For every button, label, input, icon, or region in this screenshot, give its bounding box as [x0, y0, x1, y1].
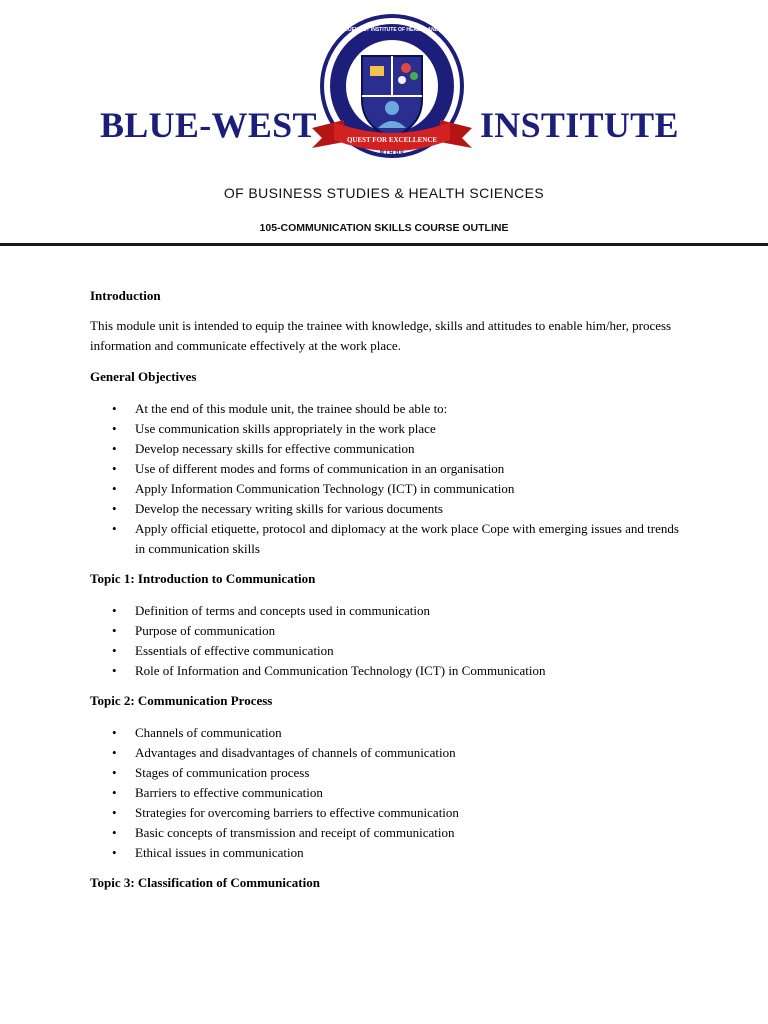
topic-2-list: [90, 723, 690, 863]
section-heading-general-objectives: General Objectives: [90, 369, 197, 384]
section-heading-introduction: Introduction: [90, 288, 161, 303]
list-item: • Develop the necessary writing skills for various documents: [90, 499, 690, 519]
list-item: • Develop necessary skills for effective communication: [90, 439, 690, 459]
document-body: [90, 286, 690, 893]
logo-initials: B.I.H.P.S: [379, 151, 405, 157]
introduction-paragraph: This module unit is intended to equip the trainee with knowledge, skills and attitudes to enable him/her, process information and communicate effectively at the work place.: [90, 318, 672, 353]
institute-subtitle: OF BUSINESS STUDIES & HEALTH SCIENCES: [223, 185, 545, 201]
course-title: 105-COMMUNICATION SKILLS COURSE OUTLINE: [259, 222, 509, 234]
list-item: • At the end of this module unit, the trainee should be able to:: [90, 399, 690, 419]
list-item: • Use communication skills appropriately in the work place: [90, 419, 690, 439]
section-heading-topic-2: Topic 2: Communication Process: [90, 693, 273, 708]
general-objectives-list: [90, 399, 690, 559]
header-divider: [0, 243, 768, 246]
list-item: • Essentials of effective communication: [90, 641, 690, 661]
section-heading-topic-1: Topic 1: Introduction to Communication: [90, 571, 316, 586]
list-item: • Role of Information and Communication Technology (ICT) in Communication: [90, 661, 690, 681]
topic-1-list: [90, 601, 690, 681]
list-item: • Apply official etiquette, protocol and diplomacy at the work place Cope with emerging issues and trends in communication skills: [90, 519, 690, 559]
logo-motto: QUEST FOR EXCELLENCE: [346, 136, 438, 144]
list-item: • Advantages and disadvantages of channels of communication: [90, 743, 690, 763]
list-item: • Ethical issues in communication: [90, 843, 690, 863]
list-item: • Barriers to effective communication: [90, 783, 690, 803]
brand-name-left: BLUE-WEST: [100, 105, 317, 145]
document-header: [0, 0, 768, 248]
section-heading-topic-3: Topic 3: Classification of Communication: [90, 875, 320, 890]
list-item: • Stages of communication process: [90, 763, 690, 783]
list-item: • Basic concepts of transmission and receipt of communication: [90, 823, 690, 843]
list-item: • Apply Information Communication Technology (ICT) in communication: [90, 479, 690, 499]
brand-name-right: INSTITUTE: [480, 105, 679, 145]
list-item: • Purpose of communication: [90, 621, 690, 641]
logo-ring-text: THE BLUEWEST INSTITUTE OF HEALTH AND PROFESSIONAL STUDIES: [330, 27, 503, 33]
list-item: • Channels of communication: [90, 723, 690, 743]
list-item: • Strategies for overcoming barriers to effective communication: [90, 803, 690, 823]
list-item: • Use of different modes and forms of communication in an organisation: [90, 459, 690, 479]
list-item: • Definition of terms and concepts used in communication: [90, 601, 690, 621]
